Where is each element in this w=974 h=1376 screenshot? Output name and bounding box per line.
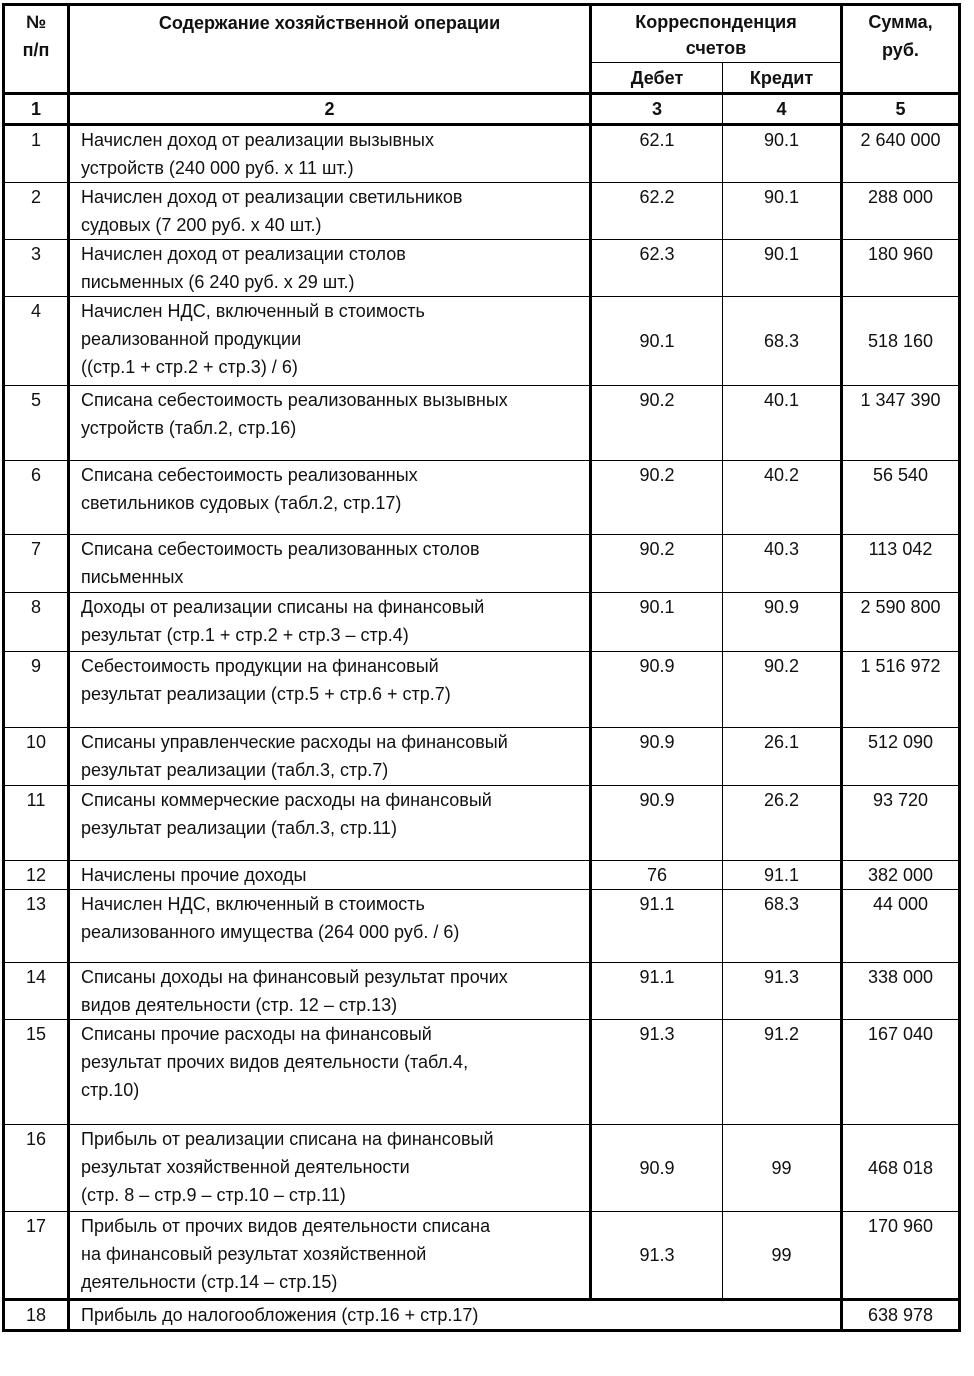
debit-account: 62.3 xyxy=(591,240,723,297)
table-row xyxy=(4,890,960,963)
operation-description: Прибыль от прочих видов деятельности списана на финансовый результат хозяйственной деятельности (стр.14 – стр.15) xyxy=(69,1212,591,1300)
row-number: 1 xyxy=(4,125,69,183)
row-number: 13 xyxy=(4,890,69,963)
debit-account: 62.2 xyxy=(591,183,723,240)
table-row xyxy=(4,1212,960,1300)
row-number: 2 xyxy=(4,183,69,240)
credit-account: 26.2 xyxy=(723,786,842,861)
credit-account: 68.3 xyxy=(723,297,842,386)
credit-account: 91.2 xyxy=(723,1020,842,1125)
operation-description: Списана себестоимость реализованных вызывных устройств (табл.2, стр.16) xyxy=(69,386,591,461)
credit-account: 90.2 xyxy=(723,652,842,728)
debit-account: 91.1 xyxy=(591,890,723,963)
amount: 170 960 xyxy=(842,1212,960,1300)
table-row xyxy=(4,183,960,240)
row-number: 6 xyxy=(4,461,69,535)
credit-account: 40.2 xyxy=(723,461,842,535)
amount: 93 720 xyxy=(842,786,960,861)
debit-account: 90.9 xyxy=(591,786,723,861)
amount: 2 640 000 xyxy=(842,125,960,183)
debit-account: 90.2 xyxy=(591,461,723,535)
amount: 180 960 xyxy=(842,240,960,297)
debit-account: 91.1 xyxy=(591,963,723,1020)
row-number: 9 xyxy=(4,652,69,728)
operation-description: Себестоимость продукции на финансовый результат реализации (стр.5 + стр.6 + стр.7) xyxy=(69,652,591,728)
total-description: Прибыль до налогообложения (стр.16 + стр.17) xyxy=(69,1300,842,1331)
amount: 468 018 xyxy=(842,1125,960,1212)
table-row xyxy=(4,728,960,786)
credit-account: 90.9 xyxy=(723,593,842,652)
credit-account: 91.1 xyxy=(723,861,842,890)
amount: 2 590 800 xyxy=(842,593,960,652)
table-row xyxy=(4,240,960,297)
row-number: 10 xyxy=(4,728,69,786)
operation-description: Списаны коммерческие расходы на финансовый результат реализации (табл.3, стр.11) xyxy=(69,786,591,861)
amount: 512 090 xyxy=(842,728,960,786)
header-debit: Дебет xyxy=(591,63,723,94)
header-content: Содержание хозяйственной операции xyxy=(69,5,591,94)
debit-account: 90.2 xyxy=(591,535,723,593)
operation-description: Списана себестоимость реализованных светильников судовых (табл.2, стр.17) xyxy=(69,461,591,535)
operations-table xyxy=(2,3,961,1332)
operation-description: Списаны управленческие расходы на финансовый результат реализации (табл.3, стр.7) xyxy=(69,728,591,786)
row-number: 7 xyxy=(4,535,69,593)
total-row xyxy=(4,1300,960,1331)
debit-account: 91.3 xyxy=(591,1212,723,1300)
credit-account: 68.3 xyxy=(723,890,842,963)
row-number: 17 xyxy=(4,1212,69,1300)
table-row xyxy=(4,1125,960,1212)
col-number-3: 3 xyxy=(591,94,723,125)
operation-description: Списаны доходы на финансовый результат прочих видов деятельности (стр. 12 – стр.13) xyxy=(69,963,591,1020)
amount: 113 042 xyxy=(842,535,960,593)
table-row xyxy=(4,125,960,183)
table-row xyxy=(4,861,960,890)
amount: 56 540 xyxy=(842,461,960,535)
operation-description: Начислен НДС, включенный в стоимость реализованной продукции ((стр.1 + стр.2 + стр.3) / 6) xyxy=(69,297,591,386)
header-correspondence: Корреспонденция счетов xyxy=(591,5,842,63)
debit-account: 90.1 xyxy=(591,593,723,652)
operation-description: Начислен доход от реализации вызывных устройств (240 000 руб. х 11 шт.) xyxy=(69,125,591,183)
row-number: 11 xyxy=(4,786,69,861)
header-sum: Сумма, руб. xyxy=(842,5,960,94)
operation-description: Прибыль от реализации списана на финансовый результат хозяйственной деятельности (стр. 8 – стр.9 – стр.10 – стр.11) xyxy=(69,1125,591,1212)
total-amount: 638 978 xyxy=(842,1300,960,1331)
row-number: 16 xyxy=(4,1125,69,1212)
credit-account: 99 xyxy=(723,1125,842,1212)
credit-account: 91.3 xyxy=(723,963,842,1020)
amount: 338 000 xyxy=(842,963,960,1020)
row-number: 4 xyxy=(4,297,69,386)
row-number: 18 xyxy=(4,1300,69,1331)
amount: 518 160 xyxy=(842,297,960,386)
table-row xyxy=(4,1020,960,1125)
debit-account: 90.1 xyxy=(591,297,723,386)
table-row xyxy=(4,786,960,861)
row-number: 8 xyxy=(4,593,69,652)
amount: 288 000 xyxy=(842,183,960,240)
debit-account: 76 xyxy=(591,861,723,890)
credit-account: 40.1 xyxy=(723,386,842,461)
table-row xyxy=(4,652,960,728)
credit-account: 99 xyxy=(723,1212,842,1300)
debit-account: 90.9 xyxy=(591,652,723,728)
amount: 1 347 390 xyxy=(842,386,960,461)
operation-description: Списаны прочие расходы на финансовый результат прочих видов деятельности (табл.4, стр.10) xyxy=(69,1020,591,1125)
table-row xyxy=(4,535,960,593)
operation-description: Доходы от реализации списаны на финансовый результат (стр.1 + стр.2 + стр.3 – стр.4) xyxy=(69,593,591,652)
credit-account: 90.1 xyxy=(723,240,842,297)
operation-description: Начислен НДС, включенный в стоимость реализованного имущества (264 000 руб. / 6) xyxy=(69,890,591,963)
table-row xyxy=(4,461,960,535)
debit-account: 90.9 xyxy=(591,728,723,786)
col-number-2: 2 xyxy=(69,94,591,125)
operation-description: Списана себестоимость реализованных столов письменных xyxy=(69,535,591,593)
amount: 44 000 xyxy=(842,890,960,963)
operation-description: Начислены прочие доходы xyxy=(69,861,591,890)
row-number: 3 xyxy=(4,240,69,297)
debit-account: 90.2 xyxy=(591,386,723,461)
table-row xyxy=(4,963,960,1020)
row-number: 12 xyxy=(4,861,69,890)
row-number: 14 xyxy=(4,963,69,1020)
col-number-4: 4 xyxy=(723,94,842,125)
credit-account: 90.1 xyxy=(723,183,842,240)
operation-description: Начислен доход от реализации светильников судовых (7 200 руб. х 40 шт.) xyxy=(69,183,591,240)
col-number-1: 1 xyxy=(4,94,69,125)
credit-account: 40.3 xyxy=(723,535,842,593)
amount: 382 000 xyxy=(842,861,960,890)
table-row xyxy=(4,386,960,461)
amount: 1 516 972 xyxy=(842,652,960,728)
col-number-5: 5 xyxy=(842,94,960,125)
header-num: № п/п xyxy=(4,5,69,94)
row-number: 5 xyxy=(4,386,69,461)
header-credit: Кредит xyxy=(723,63,842,94)
credit-account: 26.1 xyxy=(723,728,842,786)
debit-account: 91.3 xyxy=(591,1020,723,1125)
row-number: 15 xyxy=(4,1020,69,1125)
debit-account: 62.1 xyxy=(591,125,723,183)
table-row xyxy=(4,297,960,386)
table-row xyxy=(4,593,960,652)
debit-account: 90.9 xyxy=(591,1125,723,1212)
amount: 167 040 xyxy=(842,1020,960,1125)
credit-account: 90.1 xyxy=(723,125,842,183)
operation-description: Начислен доход от реализации столов письменных (6 240 руб. х 29 шт.) xyxy=(69,240,591,297)
